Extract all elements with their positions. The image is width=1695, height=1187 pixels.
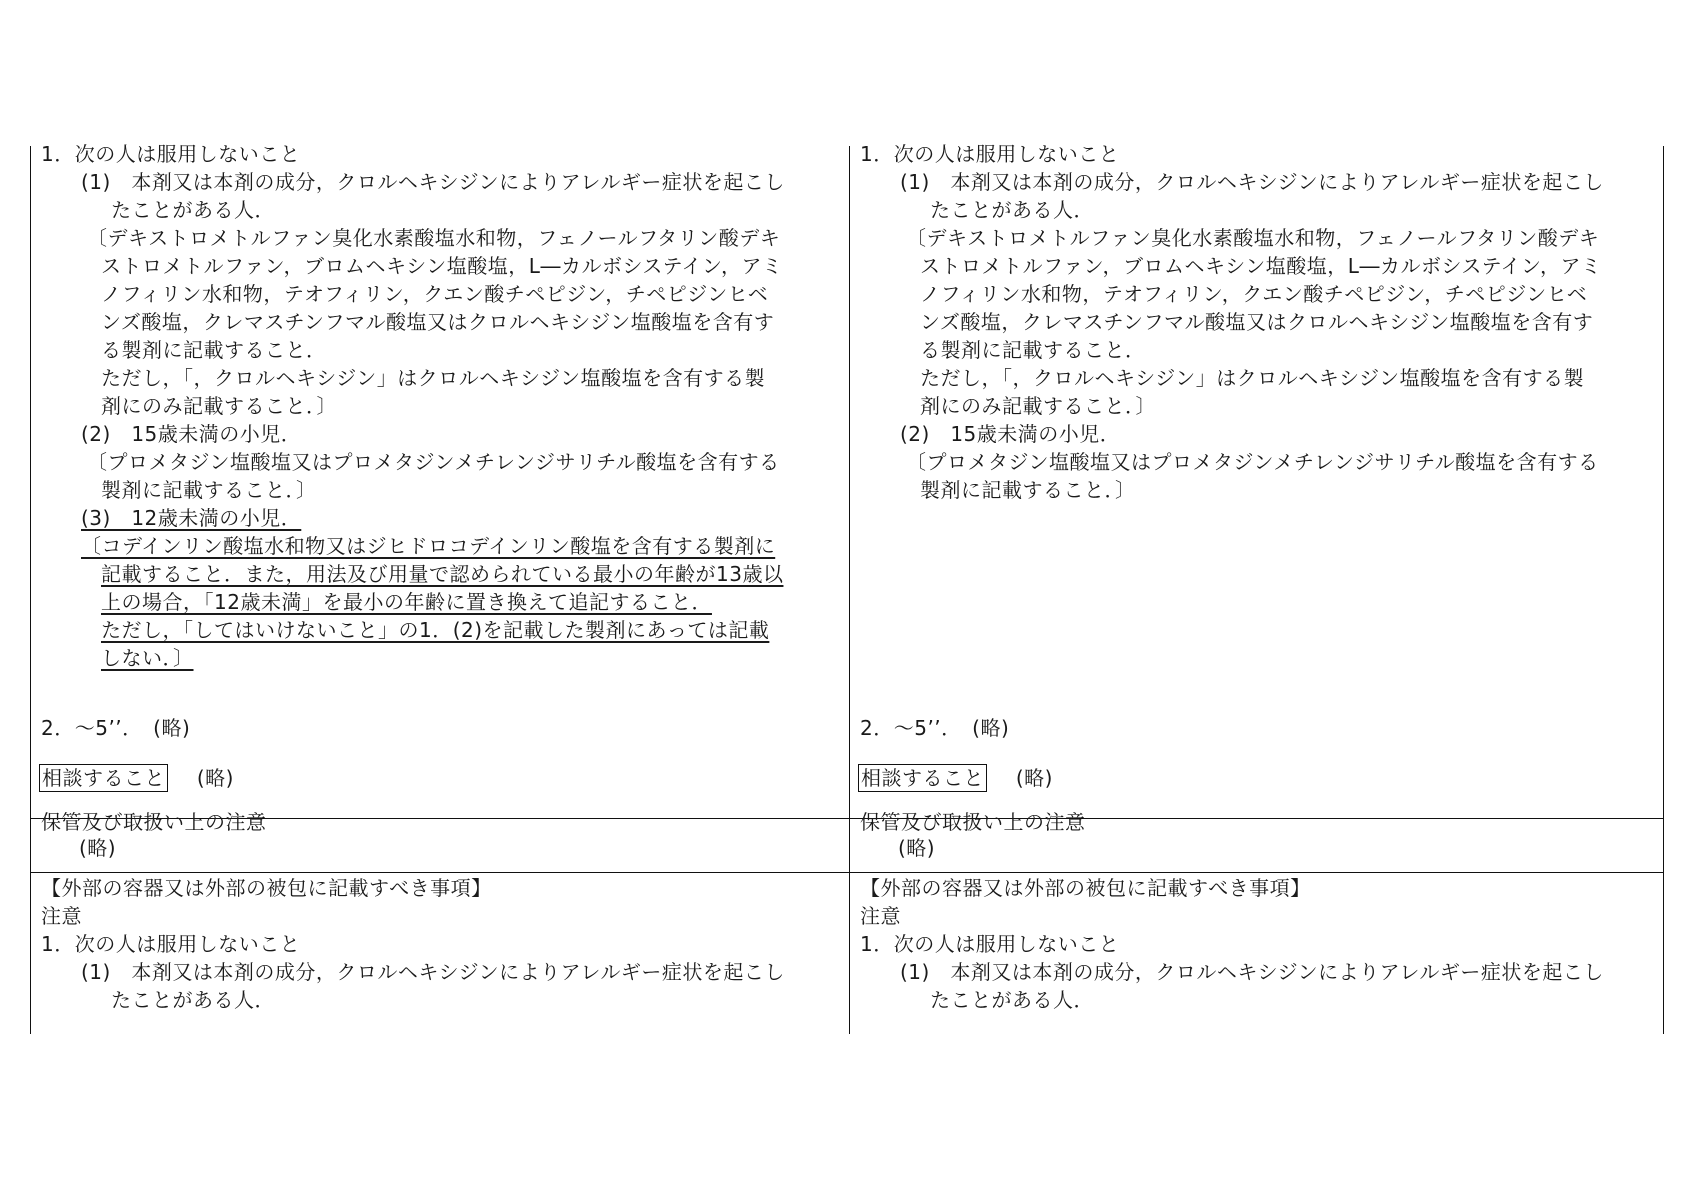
consult-label-box: 相談すること — [39, 764, 168, 792]
note3-line5-added: しない．〕 — [101, 646, 194, 670]
note1-line5: る製剤に記載すること． — [920, 338, 1146, 362]
consult-row — [858, 764, 1053, 792]
note1-line6: ただし，「，クロルヘキシジン」はクロルヘキシジン塩酸塩を含有する製 — [101, 366, 766, 390]
item2-omitted: 2．～5’’． (略) — [41, 716, 191, 740]
note3-line2-added: 記載すること．また，用法及び用量で認められている最小の年齢が13歳以 — [101, 562, 784, 586]
right-column — [850, 142, 1668, 1034]
note1-line2: ストロメトルファン，ブロムヘキシン塩酸塩，L―カルボシステイン，アミ — [101, 254, 783, 278]
item1-1-line2: たことがある人． — [111, 198, 275, 222]
note1-line1: 〔デキストロメトルファン臭化水素酸塩水和物，フェノールフタリン酸デキ — [87, 226, 781, 250]
outer-item1-title: 1．次の人は服用しないこと — [41, 932, 301, 956]
note1-line1: 〔デキストロメトルファン臭化水素酸塩水和物，フェノールフタリン酸デキ — [906, 226, 1600, 250]
consult-omitted: (略) — [196, 766, 234, 790]
item1-2: (2) 15歳未満の小児． — [81, 422, 302, 446]
consult-omitted: (略) — [1015, 766, 1053, 790]
note2-line1: 〔プロメタジン塩酸塩又はプロメタジンメチレンジサリチル酸塩を含有する — [87, 450, 780, 474]
item1-title: 1．次の人は服用しないこと — [41, 142, 301, 166]
note1-line4: ンズ酸塩，クレマスチンフマル酸塩又はクロルヘキシジン塩酸塩を含有す — [920, 310, 1594, 334]
note1-line3: ノフィリン水和物，テオフィリン，クエン酸チペピジン，チペピジンヒベ — [101, 282, 769, 306]
item1-2: (2) 15歳未満の小児． — [900, 422, 1121, 446]
note1-line7: 剤にのみ記載すること．〕 — [920, 394, 1156, 418]
outer-title: 【外部の容器又は外部の被包に記載すべき事項】 — [860, 876, 1311, 900]
note3-line4-added: ただし，「してはいけないこと」の1．(2)を記載した製剤にあっては記載 — [101, 618, 770, 642]
note1-line6: ただし，「，クロルヘキシジン」はクロルヘキシジン塩酸塩を含有する製 — [920, 366, 1585, 390]
item1-1-line2: たことがある人． — [930, 198, 1094, 222]
outer-item1-title: 1．次の人は服用しないこと — [860, 932, 1120, 956]
outer-item1-1-line1: (1) 本剤又は本剤の成分，クロルヘキシジンによりアレルギー症状を起こし — [81, 960, 785, 984]
note1-line3: ノフィリン水和物，テオフィリン，クエン酸チペピジン，チペピジンヒベ — [920, 282, 1588, 306]
item1-1-line1: (1) 本剤又は本剤の成分，クロルヘキシジンによりアレルギー症状を起こし — [81, 170, 785, 194]
storage-title: 保管及び取扱い上の注意 — [860, 810, 1086, 834]
item1-1-line1: (1) 本剤又は本剤の成分，クロルヘキシジンによりアレルギー症状を起こし — [900, 170, 1604, 194]
note1-line4: ンズ酸塩，クレマスチンフマル酸塩又はクロルヘキシジン塩酸塩を含有す — [101, 310, 775, 334]
note1-line2: ストロメトルファン，ブロムヘキシン塩酸塩，L―カルボシステイン，アミ — [920, 254, 1602, 278]
outer-title: 【外部の容器又は外部の被包に記載すべき事項】 — [41, 876, 492, 900]
caution-label: 注意 — [41, 904, 82, 928]
outer-item1-1-line2: たことがある人． — [930, 988, 1094, 1012]
consult-row — [39, 764, 234, 792]
item2-omitted: 2．～5’’． (略) — [860, 716, 1010, 740]
outer-item1-1-line1: (1) 本剤又は本剤の成分，クロルヘキシジンによりアレルギー症状を起こし — [900, 960, 1604, 984]
storage-omitted: (略) — [898, 836, 936, 860]
note2-line2: 製剤に記載すること．〕 — [920, 478, 1136, 502]
item1-title: 1．次の人は服用しないこと — [860, 142, 1120, 166]
note3-line1-added: 〔コデインリン酸塩水和物又はジヒドロコデインリン酸塩を含有する製剤に — [81, 534, 776, 558]
left-column — [31, 142, 849, 1034]
consult-label-box: 相談すること — [858, 764, 987, 792]
note1-line7: 剤にのみ記載すること．〕 — [101, 394, 337, 418]
outer-item1-1-line2: たことがある人． — [111, 988, 275, 1012]
comparison-table — [30, 142, 1664, 1034]
storage-omitted: (略) — [79, 836, 117, 860]
note1-line5: る製剤に記載すること． — [101, 338, 327, 362]
note2-line2: 製剤に記載すること．〕 — [101, 478, 317, 502]
note2-line1: 〔プロメタジン塩酸塩又はプロメタジンメチレンジサリチル酸塩を含有する — [906, 450, 1599, 474]
caution-label: 注意 — [860, 904, 901, 928]
storage-title: 保管及び取扱い上の注意 — [41, 810, 267, 834]
note3-line3-added: 上の場合，「12歳未満」を最小の年齢に置き換えて追記すること． — [101, 590, 712, 614]
item1-3-added: (3) 12歳未満の小児． — [81, 506, 302, 530]
